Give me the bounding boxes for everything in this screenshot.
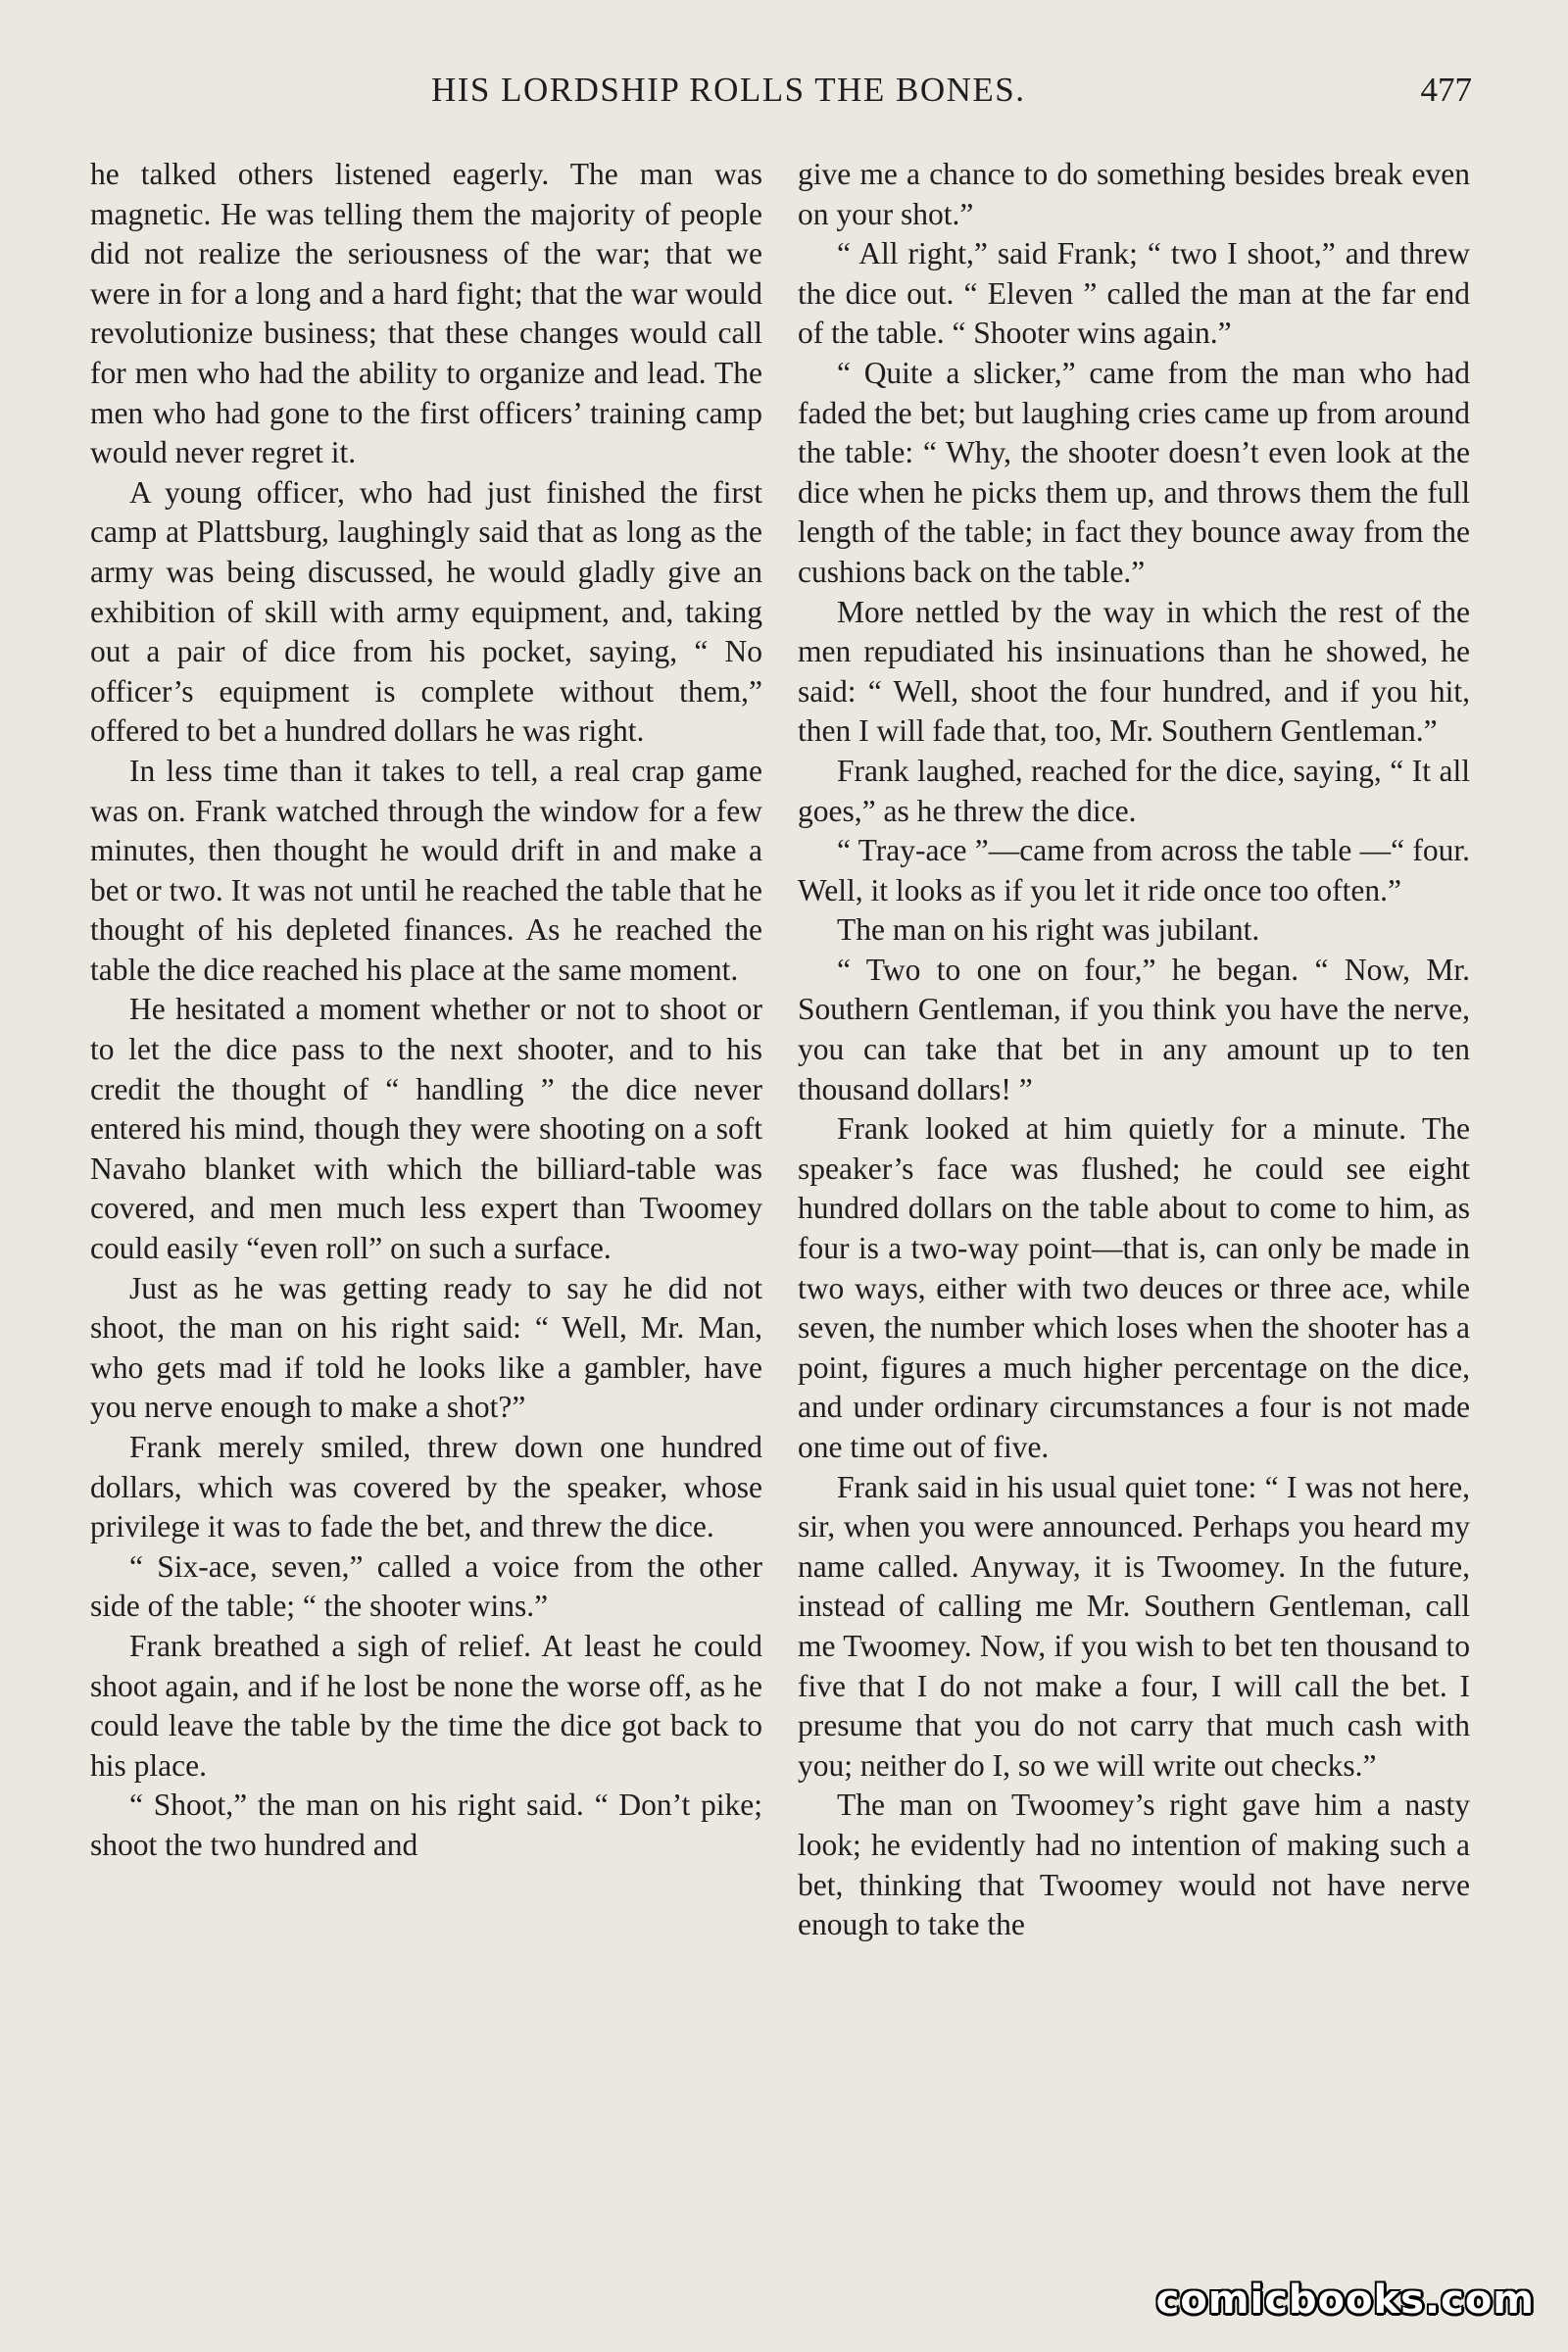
running-title: HIS LORDSHIP ROLLS THE BONES. <box>431 71 1026 109</box>
paragraph: Frank breathed a sigh of relief. At least he could shoot again, and if he lost be none the worse off, as he could leave the table by the time the dice got back to his place. <box>90 1628 762 1783</box>
paragraph: More nettled by the way in which the rest of the men repudiated his insinuations than he showed, he said: “ Well, shoot the four hundred, and if you hit, then I will fade that, too, Mr. Southern Gentleman.” <box>798 594 1470 749</box>
paragraph: “ Quite a slicker,” came from the man who had faded the bet; but laughing cries came up from around the table: “ Why, the shooter doesn’t even look at the dice when he picks them up, and throws them the full length of the table; in fact they bounce away from the cushions back on the table.” <box>798 355 1470 589</box>
watermark: comicbooks.com <box>1155 2278 1535 2323</box>
paragraph: In less time than it takes to tell, a real crap game was on. Frank watched through the window for a few minutes, then thought he would drift in and make a bet or two. It was not until he reached the table that he thought of his depleted finances. As he reached the table the dice reached his place at the same moment. <box>90 753 762 987</box>
paragraph: Just as he was getting ready to say he did not shoot, the man on his right said: “ Well, Mr. Man, who gets mad if told he looks like a gambler, have you nerve enough to make a shot?” <box>90 1270 762 1425</box>
paragraph: A young officer, who had just finished the first camp at Plattsburg, laughingly said that as long as the army was being discussed, he would gladly give an exhibition of skill with army equipment, and, taking out a pair of dice from his pocket, saying, “ No officer’s equipment is complete without them,” offered to bet a hundred dollars he was right. <box>90 474 762 749</box>
paragraph: “ Six-ace, seven,” called a voice from the other side of the table; “ the shooter wins.” <box>90 1548 762 1624</box>
paragraph: The man on his right was jubilant. <box>837 912 1260 948</box>
running-head <box>0 71 1568 129</box>
paragraph: give me a chance to do something besides break even on your shot.” <box>798 157 1470 231</box>
paragraph: Frank said in his usual quiet tone: “ I was not here, sir, when you were announced. Perhaps you heard my name called. Anyway, it is Twoomey. In the future, instead of calling me Mr. Southern Gentleman, call me Twoomey. Now, if you wish to bet ten thousand to five that I do not make a four, I will call the bet. I presume that you do not carry that much cash with you; neither do I, so we will write out checks.” <box>798 1469 1470 1783</box>
left-text-column <box>90 155 762 1866</box>
paragraph: “ Tray-ace ”—came from across the table —“ four. Well, it looks as if you let it ride once too often.” <box>798 833 1470 907</box>
paragraph: The man on Twoomey’s right gave him a nasty look; he evidently had no intention of making such a bet, thinking that Twoomey would not have nerve enough to take the <box>798 1788 1470 1942</box>
paragraph: Frank laughed, reached for the dice, saying, “ It all goes,” as he threw the dice. <box>798 753 1470 828</box>
paragraph: “ Two to one on four,” he began. “ Now, Mr. Southern Gentleman, if you think you have the nerve, you can take that bet in any amount up to ten thousand dollars! ” <box>798 952 1470 1106</box>
paragraph: “ Shoot,” the man on his right said. “ Don’t pike; shoot the two hundred and <box>90 1788 762 1862</box>
paragraph: He hesitated a moment whether or not to shoot or to let the dice pass to the next shooter, and to his credit the thought of “ handling ” the dice never entered his mind, though they were shooting on a soft Navaho blanket with which the billiard-table was covered, and men much less expert than Twoomey could easily “even roll” on such a surface. <box>90 992 762 1266</box>
paragraph: “ All right,” said Frank; “ two I shoot,” and threw the dice out. “ Eleven ” called the man at the far end of the table. “ Shooter wins again.” <box>798 236 1470 351</box>
right-text-column <box>798 155 1470 1945</box>
paragraph: Frank looked at him quietly for a minute. The speaker’s face was flushed; he could see eight hundred dollars on the table about to come to him, as four is a two-way point—that is, can only be made in two ways, either with two deuces or three ace, while seven, the number which loses when the shooter has a point, figures a much higher percentage on the dice, and under ordinary circumstances a four is not made one time out of five. <box>798 1111 1470 1464</box>
paragraph: Frank merely smiled, threw down one hundred dollars, which was covered by the speaker, whose privilege it was to fade the bet, and threw the dice. <box>90 1430 762 1544</box>
page-number: 477 <box>1420 71 1472 109</box>
paragraph: he talked others listened eagerly. The man was magnetic. He was telling them the majority of people did not realize the seriousness of the war; that we were in for a long and a hard fight; that the war would revolutionize business; that these changes would call for men who had the ability to organize and lead. The men who had gone to the first officers’ training camp would never regret it. <box>90 157 762 470</box>
